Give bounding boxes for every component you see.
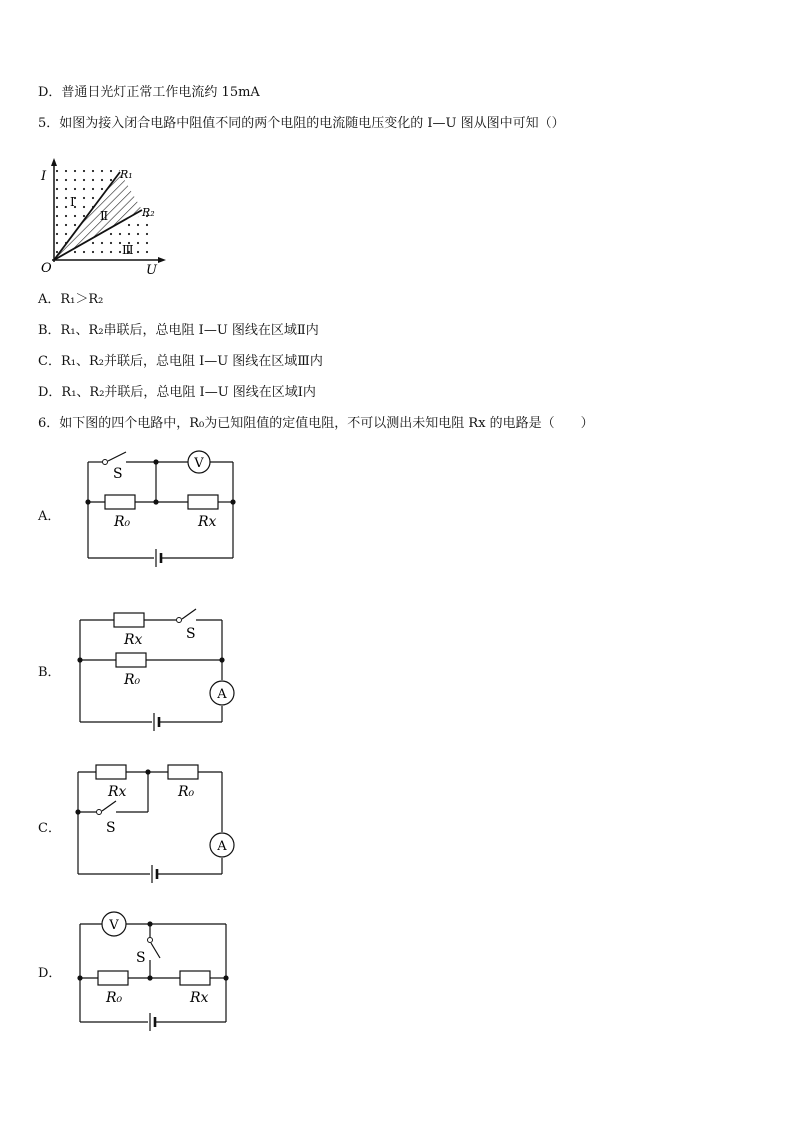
r0-label: R₀	[114, 514, 131, 530]
voltmeter	[188, 451, 210, 473]
rx-label: Rx	[108, 784, 127, 800]
q5-option-b: B．R₁、R₂串联后，总电阻 I—U 图线在区域Ⅱ内	[38, 323, 319, 338]
circuit-b-label: B．	[38, 665, 61, 680]
r2-label: R₂	[142, 206, 155, 219]
origin-label: O	[41, 261, 52, 276]
q4-option-d: D．普通日光灯正常工作电流约 15mA	[38, 85, 260, 100]
circuit-c-label: C．	[38, 821, 61, 836]
question-6-stem: 6．如下图的四个电路中，R₀为已知阻值的定值电阻，不可以测出未知电阻 Rx 的电路是（ ）	[38, 416, 594, 431]
axis-u-label: U	[146, 263, 157, 278]
r1-label: R₁	[120, 168, 133, 181]
circuit-c	[72, 760, 242, 885]
question-5-stem: 5．如图为接入闭合电路中阻值不同的两个电阻的电流随电压变化的 I—U 图从图中可知（）	[38, 116, 565, 131]
circuit-d	[72, 910, 242, 1035]
svg-text:V: V	[109, 918, 119, 933]
switch-label: S	[136, 950, 146, 966]
region-3-label: Ⅲ	[122, 243, 134, 257]
r0-label: R₀	[106, 990, 123, 1006]
q5-option-c: C．R₁、R₂并联后，总电阻 I—U 图线在区域Ⅲ内	[38, 354, 323, 369]
region-2-label: Ⅱ	[100, 209, 109, 223]
svg-text:A: A	[217, 687, 227, 702]
rx-label: Rx	[190, 990, 209, 1006]
r0-label: R₀	[178, 784, 195, 800]
voltmeter	[102, 912, 126, 936]
ammeter	[210, 833, 234, 857]
q5-option-a: A．R₁＞R₂	[38, 292, 104, 307]
switch-label: S	[113, 466, 123, 482]
circuit-b	[72, 604, 242, 729]
circuit-a-label: A．	[38, 509, 61, 524]
svg-text:A: A	[217, 839, 227, 854]
switch-label: S	[106, 820, 116, 836]
rx-label: Rx	[124, 632, 143, 648]
r0-label: R₀	[124, 672, 141, 688]
rx-label: Rx	[198, 514, 217, 530]
q5-option-d: D．R₁、R₂并联后，总电阻 I—U 图线在区域Ⅰ内	[38, 385, 316, 400]
circuit-d-label: D．	[38, 966, 62, 981]
svg-text:V: V	[194, 456, 204, 471]
circuit-a	[80, 448, 250, 573]
switch-label: S	[186, 626, 196, 642]
region-1-label: Ⅰ	[70, 195, 75, 209]
iu-graph	[36, 150, 176, 280]
ammeter	[210, 681, 234, 705]
axis-i-label: I	[41, 169, 47, 184]
